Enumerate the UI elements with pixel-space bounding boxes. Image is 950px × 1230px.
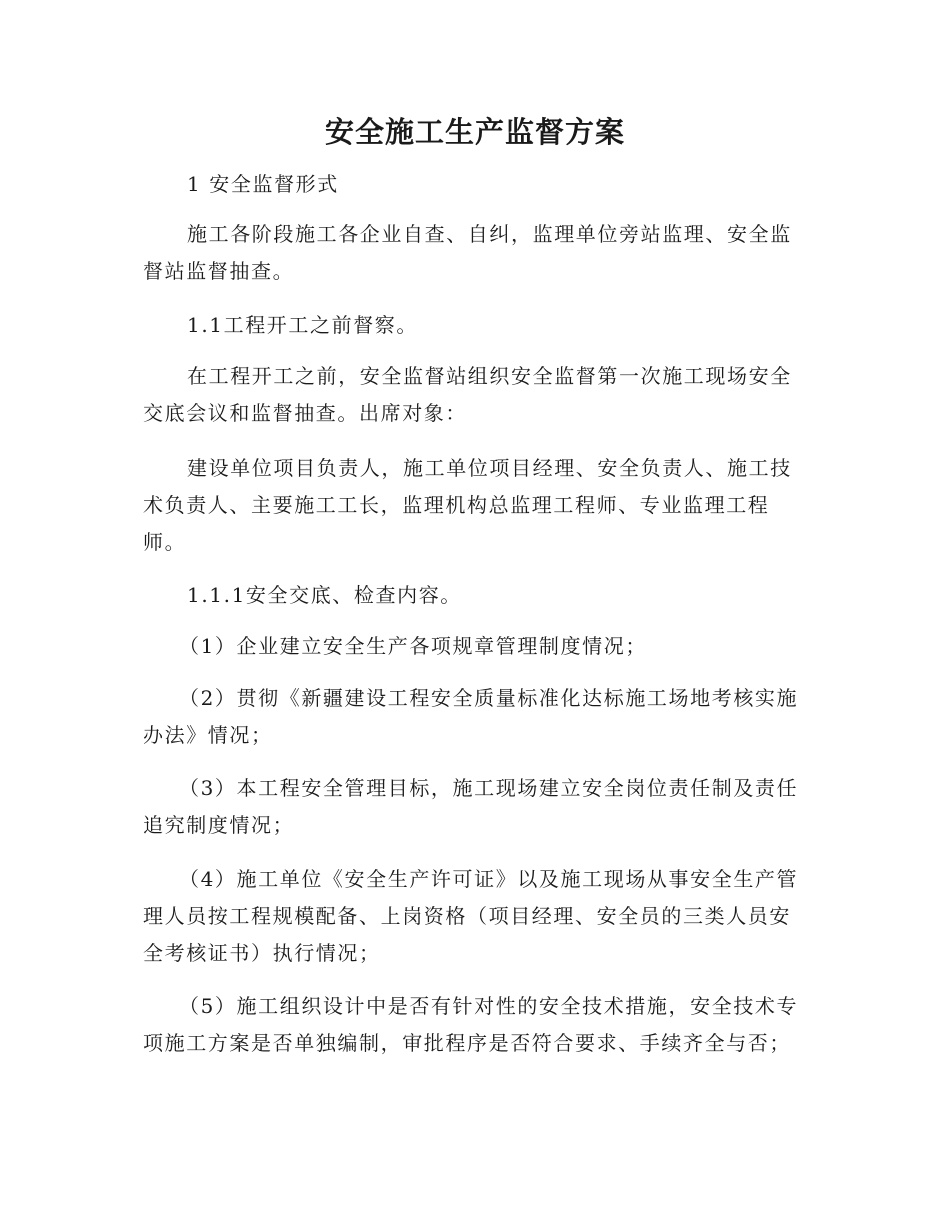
section-heading-1: 1 安全监督形式 [187,172,339,196]
list-item-3: （3）本工程安全管理目标，施工现场建立安全岗位责任制及责任追究制度情况； [143,776,799,837]
section-heading-1-1-1: 1.1.1安全交底、检查内容。 [187,583,462,607]
list-item-2: （2）贯彻《新疆建设工程安全质量标准化达标施工场地考核实施办法》情况； [143,686,799,747]
document-title: 安全施工生产监督方案 [324,115,625,149]
list-item-4: （4）施工单位《安全生产许可证》以及施工现场从事安全生产管理人员按工程规模配备、上岗资格（项目经理、安全员的三类人员安全考核证书）执行情况； [143,867,799,965]
section-heading-1-1: 1.1工程开工之前督察。 [187,313,419,337]
paragraph-attendees: 建设单位项目负责人，施工单位项目经理、安全负责人、施工技术负责人、主要施工工长，监理机构总监理工程师、专业监理工程师。 [143,456,792,554]
list-item-1: （1）企业建立安全生产各项规章管理制度情况； [179,634,647,658]
list-item-5: （5）施工组织设计中是否有针对性的安全技术措施，安全技术专项施工方案是否单独编制，审批程序是否符合要求、手续齐全与否； [143,994,799,1055]
paragraph-supervision-form: 施工各阶段施工各企业自查、自纠，监理单位旁站监理、安全监督站监督抽查。 [143,222,792,283]
paragraph-pre-construction: 在工程开工之前，安全监督站组织安全监督第一次施工现场安全交底会议和监督抽查。出席对象： [143,364,792,425]
